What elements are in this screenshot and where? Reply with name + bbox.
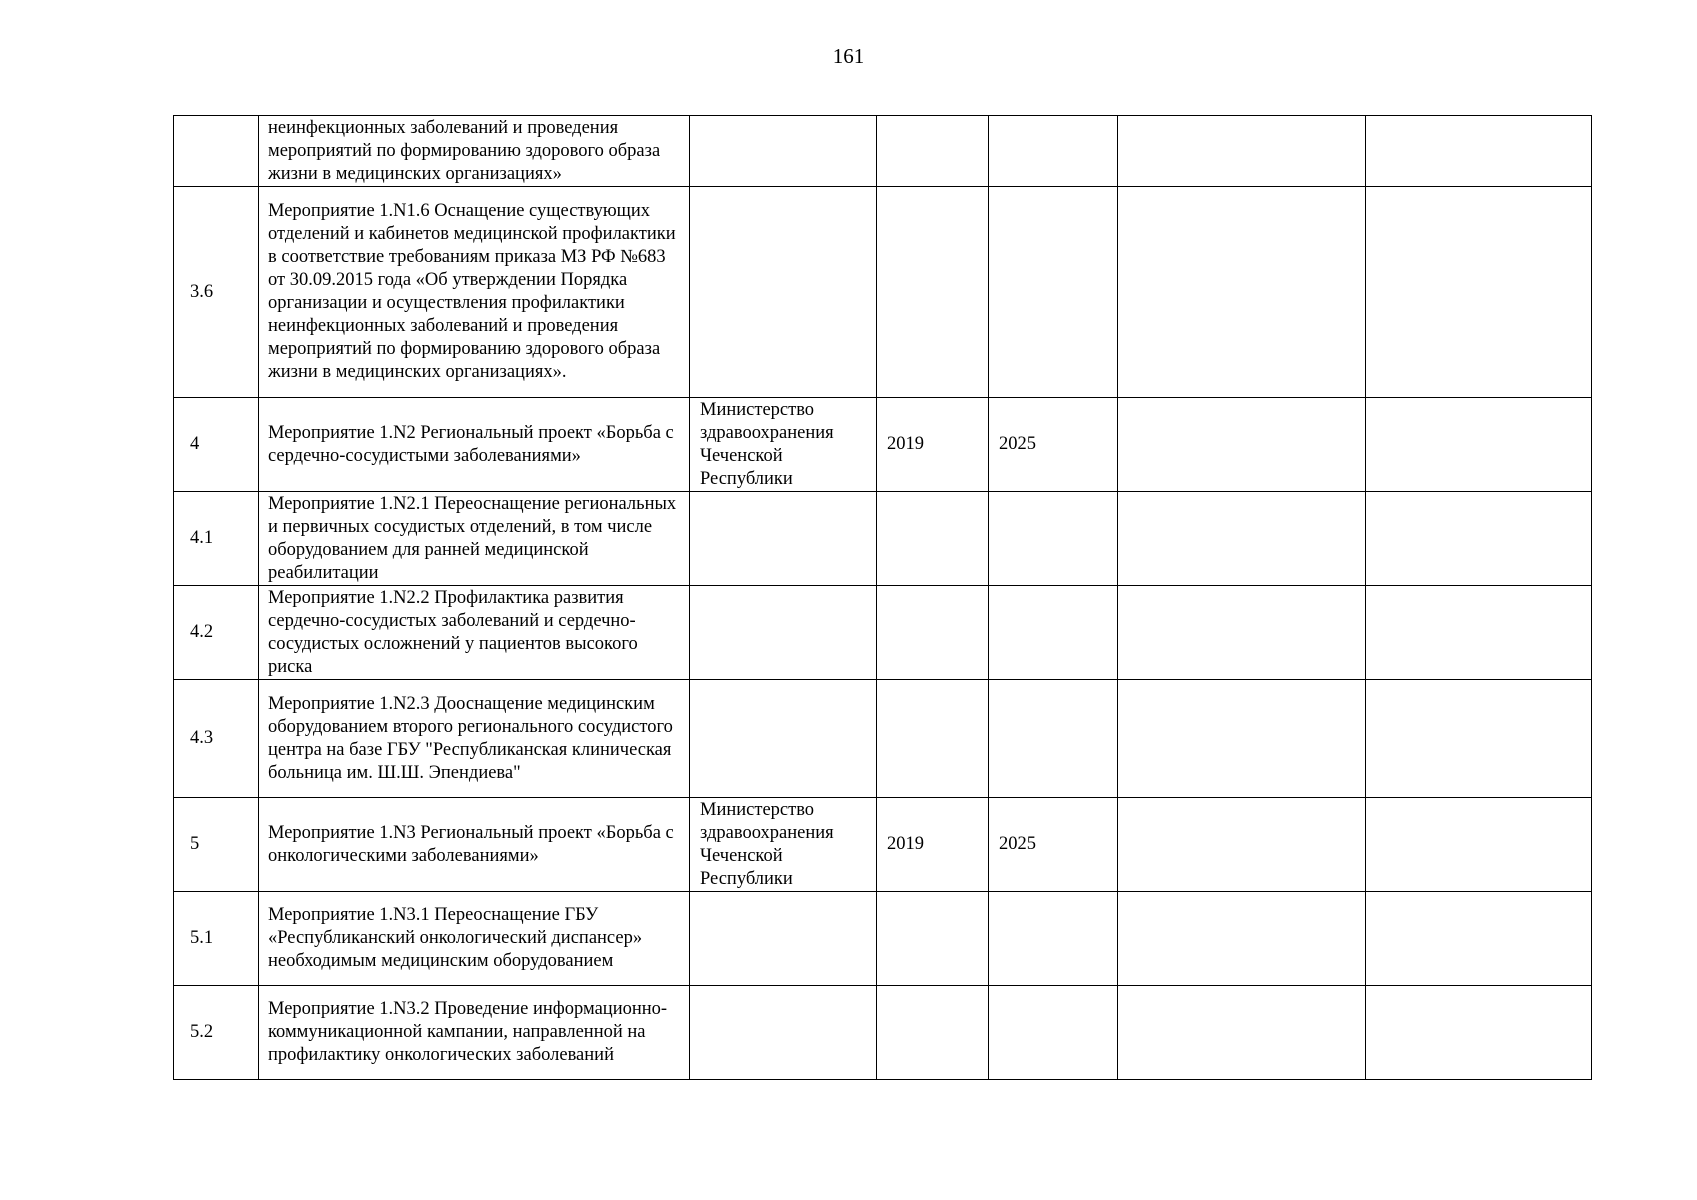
row-cell-6	[1118, 798, 1366, 892]
page-number: 161	[832, 44, 865, 68]
row-start-year	[877, 492, 989, 586]
row-number: 5	[174, 798, 259, 892]
row-end-year	[989, 492, 1118, 586]
row-executor	[690, 492, 877, 586]
row-start-year: 2019	[877, 398, 989, 492]
row-start-year	[877, 986, 989, 1080]
row-number: 3.6	[174, 187, 259, 398]
row-executor	[690, 892, 877, 986]
row-number: 4	[174, 398, 259, 492]
row-executor	[690, 680, 877, 798]
row-description: Мероприятие 1.N3.1 Переоснащение ГБУ «Республиканский онкологический диспансер» необходимым медицинским оборудованием	[259, 892, 690, 986]
row-description: Мероприятие 1.N2 Региональный проект «Борьба с сердечно-сосудистыми заболеваниями»	[259, 398, 690, 492]
row-start-year	[877, 187, 989, 398]
row-executor	[690, 187, 877, 398]
row-cell-7	[1366, 492, 1592, 586]
row-cell-7	[1366, 986, 1592, 1080]
row-number: 4.3	[174, 680, 259, 798]
row-description: Мероприятие 1.N2.2 Профилактика развития сердечно-сосудистых заболеваний и сердечно-сосудистых осложнений у пациентов высокого риска	[259, 586, 690, 680]
row-start-year: 2019	[877, 798, 989, 892]
activities-table	[173, 115, 1592, 1080]
row-end-year	[989, 586, 1118, 680]
row-start-year	[877, 116, 989, 187]
row-cell-7	[1366, 398, 1592, 492]
row-cell-7	[1366, 116, 1592, 187]
table-row	[174, 116, 1592, 187]
row-cell-7	[1366, 187, 1592, 398]
row-end-year	[989, 187, 1118, 398]
row-description: Мероприятие 1.N1.6 Оснащение существующих отделений и кабинетов медицинской профилактики в соответствие требованиям приказа МЗ РФ №683 от 30.09.2015 года «Об утверждении Порядка организации и осуществления профилактики неинфекционных заболеваний и проведения мероприятий по формированию здорового образа жизни в медицинских организациях».	[259, 187, 690, 398]
row-description: Мероприятие 1.N2.1 Переоснащение региональных и первичных сосудистых отделений, в том числе оборудованием для ранней медицинской реабилитации	[259, 492, 690, 586]
table-row	[174, 492, 1592, 586]
row-number: 4.2	[174, 586, 259, 680]
row-end-year: 2025	[989, 398, 1118, 492]
row-cell-6	[1118, 116, 1366, 187]
row-cell-7	[1366, 892, 1592, 986]
row-executor	[690, 116, 877, 187]
row-end-year: 2025	[989, 798, 1118, 892]
row-number: 5.2	[174, 986, 259, 1080]
row-cell-7	[1366, 680, 1592, 798]
table-row	[174, 680, 1592, 798]
row-executor: Министерство здравоохранения Чеченской Республики	[690, 798, 877, 892]
row-cell-6	[1118, 680, 1366, 798]
table-row	[174, 398, 1592, 492]
row-start-year	[877, 892, 989, 986]
row-cell-6	[1118, 398, 1366, 492]
row-cell-7	[1366, 798, 1592, 892]
row-description: Мероприятие 1.N3.2 Проведение информационно-коммуникационной кампании, направленной на профилактику онкологических заболеваний	[259, 986, 690, 1080]
row-number: 5.1	[174, 892, 259, 986]
row-start-year	[877, 586, 989, 680]
row-cell-6	[1118, 492, 1366, 586]
row-end-year	[989, 986, 1118, 1080]
row-cell-6	[1118, 187, 1366, 398]
row-executor	[690, 986, 877, 1080]
row-description: Мероприятие 1.N2.3 Дооснащение медицинским оборудованием второго регионального сосудистого центра на базе ГБУ "Республиканская клиническая больница им. Ш.Ш. Эпендиева"	[259, 680, 690, 798]
row-executor: Министерство здравоохранения Чеченской Республики	[690, 398, 877, 492]
row-end-year	[989, 680, 1118, 798]
table-row	[174, 892, 1592, 986]
row-cell-6	[1118, 986, 1366, 1080]
row-description: Мероприятие 1.N3 Региональный проект «Борьба с онкологическими заболеваниями»	[259, 798, 690, 892]
row-cell-6	[1118, 586, 1366, 680]
row-description: неинфекционных заболеваний и проведения мероприятий по формированию здорового образа жизни в медицинских организациях»	[259, 116, 690, 187]
row-number: 4.1	[174, 492, 259, 586]
row-executor	[690, 586, 877, 680]
table-row	[174, 586, 1592, 680]
row-cell-6	[1118, 892, 1366, 986]
row-end-year	[989, 116, 1118, 187]
row-number	[174, 116, 259, 187]
row-start-year	[877, 680, 989, 798]
table-row	[174, 798, 1592, 892]
row-cell-7	[1366, 586, 1592, 680]
row-end-year	[989, 892, 1118, 986]
table-row	[174, 187, 1592, 398]
table-row	[174, 986, 1592, 1080]
